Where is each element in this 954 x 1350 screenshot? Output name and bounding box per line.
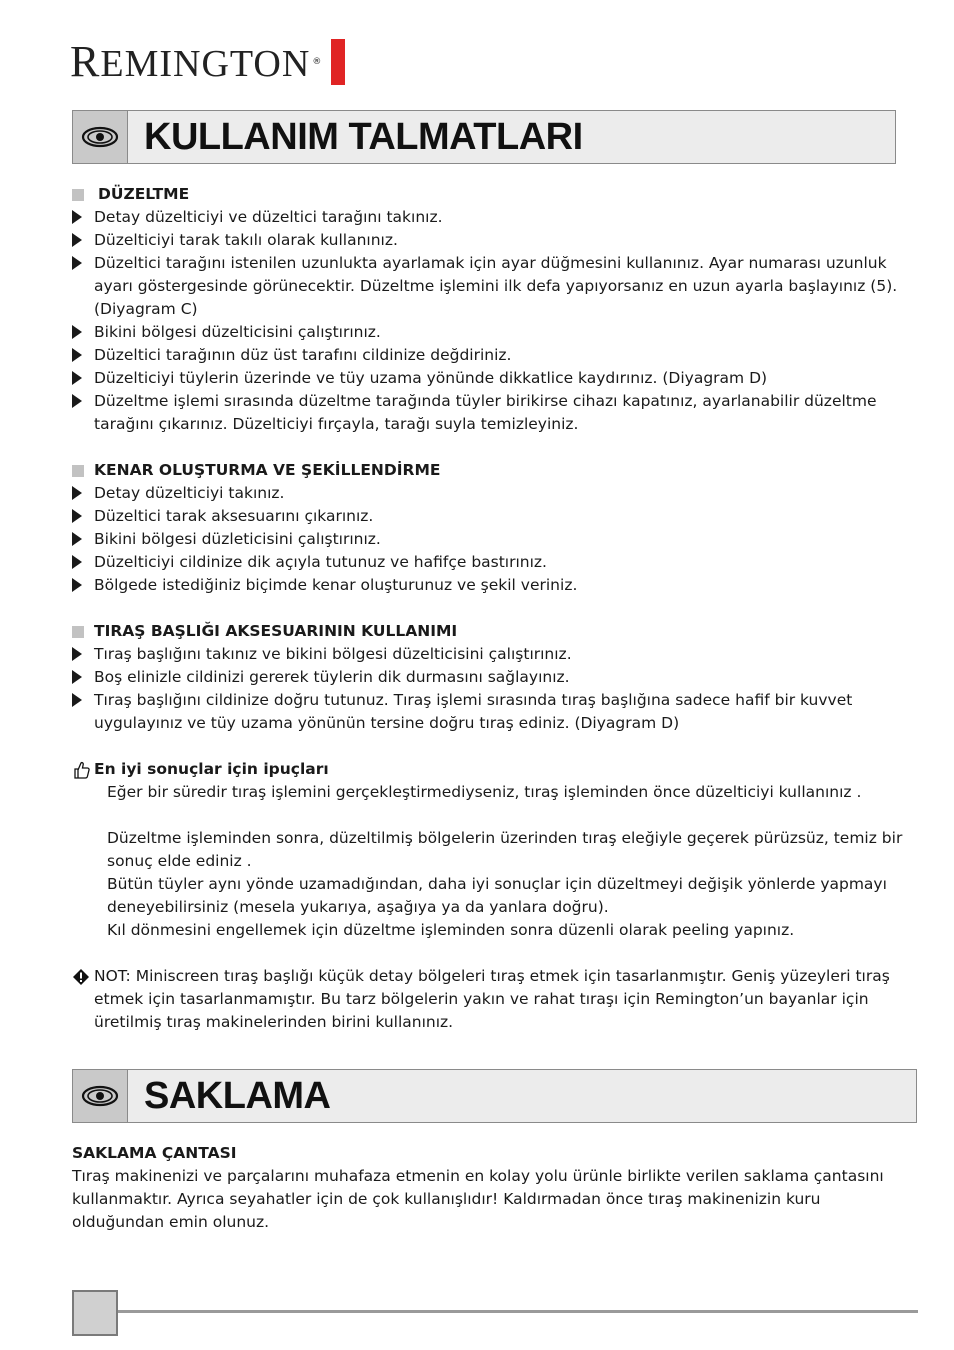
list-item: Düzeltici tarağını istenilen uzunlukta ayarlamak için ayar düğmesini kullanınız. Ayar numarası uzunluk ayarı göstergesinde görünecektir. Düzeltme işlemini ilk defa yapıyorsanız en uzun ayarla başlayınız (5). (Diyagram C) [72,252,904,321]
list-item: Detay düzelticiyi ve düzeltici tarağını takınız. [72,206,904,229]
triangle-bullet-icon [72,486,82,500]
triangle-bullet-icon [72,233,82,247]
storage-heading: SAKLAMA ÇANTASI [72,1144,237,1162]
trimming-list [72,206,904,436]
triangle-bullet-icon [72,394,82,408]
list-item: Bölgede istediğiniz biçimde kenar oluşturunuz ve şekil veriniz. [72,574,904,597]
storage-section-header [72,1069,917,1123]
list-item: Tıraş başlığını cildinize doğru tutunuz. Tıraş işlemi sırasında tıraş başlığına sadece hafif bir kuvvet uygulayınız ve tüy uzama yönünün tersine doğru tıraş ediniz. (Diyagram D) [72,689,904,735]
list-item: Düzeltme işlemi sırasında düzeltme tarağında tüyler birikirse cihazı kapatınız, ayarlanabilir düzeltme tarağını çıkarınız. Düzelticiyi fırçayla, tarağı suyla temizleyiniz. [72,390,904,436]
usage-section-header [72,110,896,164]
tip-paragraph: Düzeltme işleminden sonra, düzeltilmiş bölgelerin üzerinden tıraş eleğiyle geçerek pürüzsüz, temiz bir sonuç elde ediniz . [107,829,903,870]
triangle-bullet-icon [72,371,82,385]
triangle-bullet-icon [72,509,82,523]
triangle-bullet-icon [72,210,82,224]
usage-title: KULLANIM TALMATLARI [144,115,583,158]
eye-icon [73,1070,128,1122]
storage-title: SAKLAMA [144,1074,331,1117]
list-item: Bikini bölgesi düzleticisini çalıştırınız. [72,528,904,551]
triangle-bullet-icon [72,325,82,339]
list-item: Bikini bölgesi düzelticisini çalıştırınız. [72,321,904,344]
list-item: Düzeltici tarağının düz üst tarafını cildinize değdiriniz. [72,344,904,367]
logo-wordmark: REMINGTON [70,37,311,86]
footer-divider [118,1310,918,1313]
usage-content [72,183,904,1034]
triangle-bullet-icon [72,555,82,569]
tip-paragraph: Bütün tüyler aynı yönde uzamadığından, daha iyi sonuçlar için düzeltmeyi değişik yönlerde yapmayı deneyebilirsiniz (mesela yukarıya, aşağıya ya da yanlara doğru). [107,875,887,916]
registered-mark: ® [312,56,322,67]
note-text: NOT: Miniscreen tıraş başlığı küçük detay bölgeleri tıraş etmek için tasarlanmıştır. Geniş yüzeyleri tıraş etmek için tasarlanmamıştır. Bu tarz bölgelerin yakın ve rahat tıraşı için Remington’un bayanlar için üretilmiş tıraş makinelerinden birini kullanınız. [94,967,890,1031]
warning-diamond-icon [72,965,94,1034]
square-bullet-icon [72,626,84,638]
tips-heading: En iyi sonuçlar için ipuçları [72,758,904,781]
list-item: Düzelticiyi cildinize dik açıyla tutunuz ve hafifçe bastırınız. [72,551,904,574]
eye-icon [73,111,128,163]
thumbs-up-icon [72,760,94,780]
shaver-list [72,643,904,735]
triangle-bullet-icon [72,693,82,707]
list-item: Detay düzelticiyi takınız. [72,482,904,505]
triangle-bullet-icon [72,670,82,684]
note-block [72,965,904,1034]
shaver-heading: TIRAŞ BAŞLIĞI AKSESUARININ KULLANIMI [72,620,904,643]
square-bullet-icon [72,465,84,477]
page-number-box [72,1290,118,1336]
list-item: Düzelticiyi tüylerin üzerinde ve tüy uzama yönünde dikkatlice kaydırınız. (Diyagram D) [72,367,904,390]
list-item: Düzelticiyi tarak takılı olarak kullanınız. [72,229,904,252]
edging-heading: KENAR OLUŞTURMA VE ŞEKİLLENDİRME [72,459,904,482]
tip-paragraph: Eğer bir süredir tıraş işlemini gerçekleştirmediyseniz, tıraş işleminden önce düzelticiyi kullanınız . [107,783,862,801]
triangle-bullet-icon [72,578,82,592]
storage-content [72,1142,917,1234]
edging-list [72,482,904,597]
remington-logo [70,36,345,87]
storage-text: Tıraş makinenizi ve parçalarını muhafaza etmenin en kolay yolu ürünle birlikte verilen saklama çantasını kullanmaktır. Ayrıca seyahatler için de çok kullanışlıdır! Kaldırmadan önce tıraş makinenizin kuru olduğundan emin olunuz. [72,1167,884,1231]
tip-paragraph: Kıl dönmesini engellemek için düzeltme işleminden sonra düzenli olarak peeling yapınız. [107,921,795,939]
triangle-bullet-icon [72,256,82,270]
trimming-heading: DÜZELTME [72,183,904,206]
list-item: Düzeltici tarak aksesuarını çıkarınız. [72,505,904,528]
square-bullet-icon [72,189,84,201]
list-item: Boş elinizle cildinizi gererek tüylerin dik durmasını sağlayınız. [72,666,904,689]
triangle-bullet-icon [72,532,82,546]
logo-red-bar [331,39,345,85]
triangle-bullet-icon [72,647,82,661]
list-item: Tıraş başlığını takınız ve bikini bölgesi düzelticisini çalıştırınız. [72,643,904,666]
triangle-bullet-icon [72,348,82,362]
